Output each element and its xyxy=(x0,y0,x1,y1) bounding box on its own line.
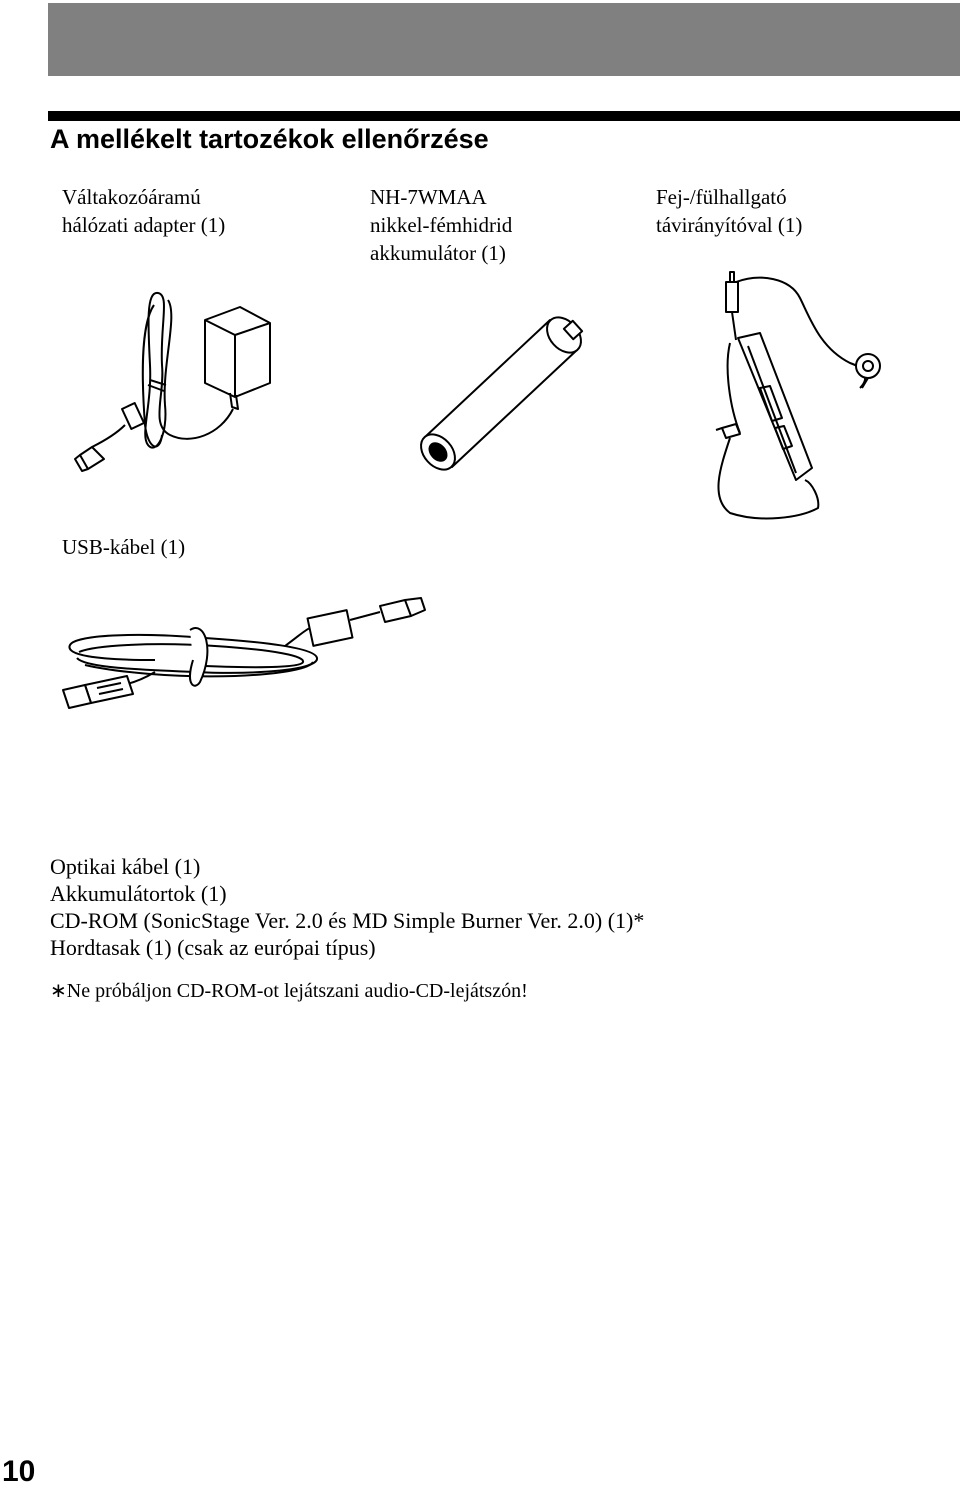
caption-line: akkumulátor (1) xyxy=(370,241,506,265)
caption-line: Váltakozóáramú xyxy=(62,185,201,209)
list-item: Optikai kábel (1) xyxy=(50,854,201,879)
usb-cable-icon xyxy=(55,590,435,720)
caption-line: NH-7WMAA xyxy=(370,185,487,209)
list-item: Akkumulátortok (1) xyxy=(50,881,227,906)
footnote: ∗Ne próbáljon CD-ROM-ot lejátszani audio-CD-lejátszón! xyxy=(50,980,528,1002)
caption-line: távirányítóval (1) xyxy=(656,213,803,237)
list-item: Hordtasak (1) (csak az európai típus) xyxy=(50,935,376,960)
section-rule xyxy=(48,111,960,121)
caption-usb-cable xyxy=(62,533,185,561)
header-bar xyxy=(48,3,960,76)
caption-headphones xyxy=(656,183,802,239)
caption-line: hálózati adapter (1) xyxy=(62,213,226,237)
other-items-list xyxy=(50,853,644,961)
list-item: CD-ROM (SonicStage Ver. 2.0 és MD Simple Burner Ver. 2.0) (1)* xyxy=(50,908,645,933)
caption-line: nikkel-fémhidrid xyxy=(370,213,513,237)
headphones-remote-icon xyxy=(700,268,900,530)
page-number: 10 xyxy=(2,1455,36,1488)
caption-line: Fej-/fülhallgató xyxy=(656,185,787,209)
caption-line: USB-kábel (1) xyxy=(62,535,186,559)
section-title: A mellékelt tartozékok ellenőrzése xyxy=(50,124,489,154)
battery-icon xyxy=(405,305,605,485)
ac-adapter-icon xyxy=(70,285,290,485)
caption-ac-adapter xyxy=(62,183,225,239)
caption-battery xyxy=(370,183,512,267)
